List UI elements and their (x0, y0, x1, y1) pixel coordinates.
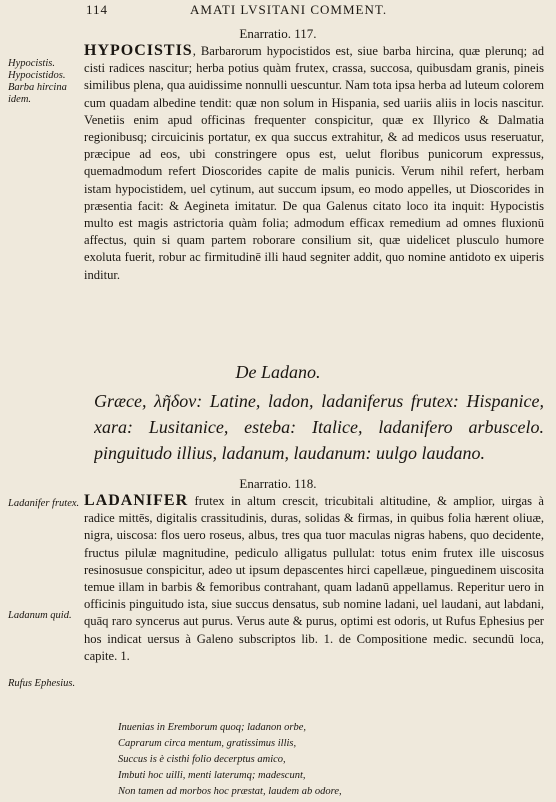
poem-quotation (118, 720, 538, 800)
poem-line: Imbuti hoc uilli, menti laterumq; madescunt, (118, 770, 306, 781)
enarratio-117-heading: Enarratio. 117. (239, 26, 317, 41)
entry-lead-word: LADANIFER (84, 492, 189, 509)
entry-body: , Barbarorum hypocistidos est, siue barba hircina, quæ plerunq; ad cisti radices nascitur; herba potius quàm frutex, crassa, succosa, quibusdam granis, pineis similibus plena, qua auidissime nonnulli uescuntur. Nam tota ipsa herba ad luteum colorem cum quadam albedine tendit: quæ non solum in Hispania, sed uariis aliis in locis nascitur. Venetiis enim apud officinas frequenter conspicitur, quæ ex Illyrico & Dalmatia regionibusq; circuicinis portatur, ex qua succus extrahitur, & ad medicos usus reseruatur, præcipue ad eos, ubi constringere opus est, uelut floribus punicorum expressus, quemadmodum refert Dioscorides capite de malis punicis. Verum nihil refert, herbam istam hypocistidem, uel cytinum, aut succum ipsum, eo modo appelles, ut Dioscorides in præsentia facit: & Aegineta imitatur. De qua Galenus citato loco ita inquit: Hypocistis multo est magis astrictoria quàm folia; admodum efficax remedium ad omnes fluxionū affectus, quin si quam partem roborare consilium sit, quæ uidelicet plusculo humore exoluta fuerit, robur ac firmitudinē illi haud segniter addit, quo nomine antidoto ex uiperis inditur. (84, 44, 544, 282)
enarratio-118-text (84, 492, 544, 716)
page-number: 114 (86, 2, 109, 17)
poem-line: Non tamen ad morbos hoc præstat, laudem ab odore, (118, 786, 342, 797)
margin-note-ladanum: Ladanum quid. (8, 610, 72, 621)
running-head (0, 2, 556, 18)
entry-lead-word: HYPOCISTIS (84, 42, 193, 59)
poem-line: Inuenias in Eremborum quoq; ladanon orbe, (118, 722, 307, 733)
section-title: De Ladano. (235, 362, 321, 382)
running-title: AMATI LVSITANI COMMENT. (190, 2, 388, 17)
enarratio-117-text (84, 42, 544, 358)
enarratio-118-heading: Enarratio. 118. (239, 476, 317, 491)
margin-note-line: Hypocistidos. (8, 70, 66, 81)
margin-note-line: Barba hircina idem. (8, 82, 67, 105)
names-paragraph: Græce, λῆδον: Latine, ladon, ladaniferus frutex: Hispanice, xara: Lusitanice, esteba: Italice, ladanifero arbuscelo. pinguitudo illius, ladanum, laudanum: uulgo laudano. (94, 391, 544, 463)
poem-line: Succus is è cisthi folio decerptus amico, (118, 754, 286, 765)
margin-note-hypocistis (8, 58, 80, 106)
margin-note-line: Hypocistis. (8, 58, 55, 69)
margin-note-rufus: Rufus Ephesius. (8, 678, 76, 689)
poem-line: Caprarum circa mentum, gratissimus illis, (118, 738, 297, 749)
margin-note-ladanifer: Ladanifer frutex. (8, 498, 80, 509)
entry-body: frutex in altum crescit, tricubitali altitudine, & amplior, uirgas à radice mittēs, digitalis crassitudinis, duras, solidas & firmas, in quibus folia hærent oliuæ, nigra, uiscosa: flos uero roseus, albus, tres qua tuor maculas nigras habens, quo decidente, fructus pilulæ magnitudine, pediculo alligatus pullulat: totus enim frutex ille uiscosus resinosusue conspicitur, adeo ut ipsum depascentes hirci capellæue, pinguedinem uiscosita temue illam in barbis & femoribus contrahant, quam ladanū appellamus. Reperitur uero in officinis pinguitudo ista, siue succus densatus, sub nomine ladani, uel laudani, aut labdani, quāq raro syncerus aut purus. Verus aute & purus, optimi est odoris, ut Rufus Ephesius per hos indicat uersus à Galeno subscriptos lib. 1. de Compositione medic. secundū loca, capite. 1. (84, 494, 544, 663)
